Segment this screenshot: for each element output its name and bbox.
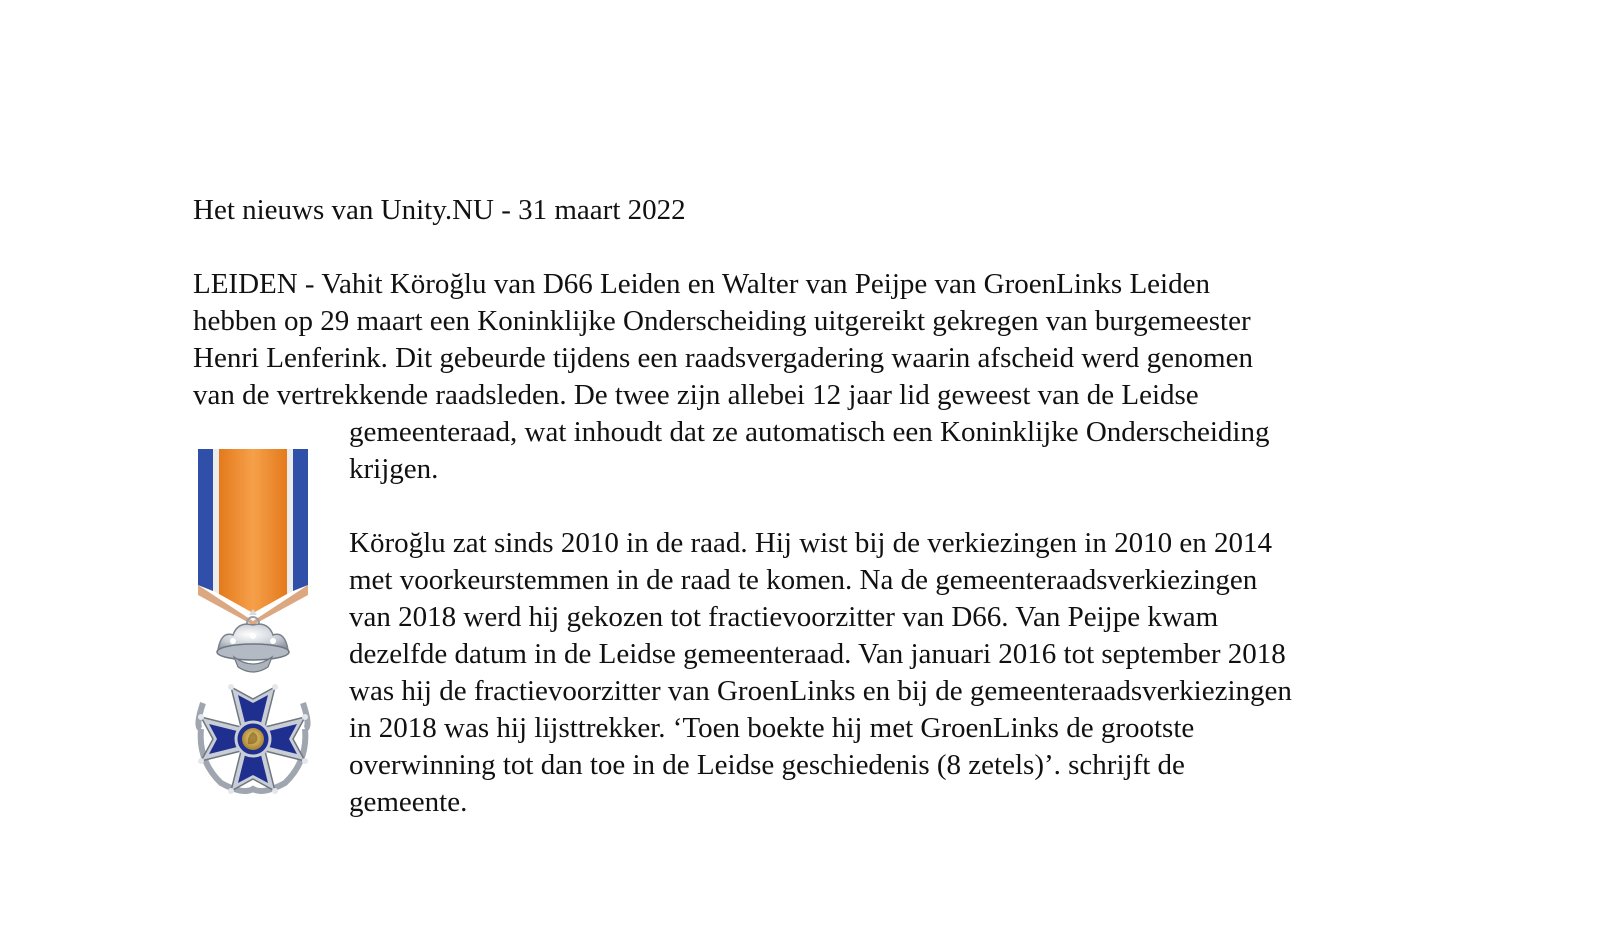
paragraph-line: gemeente.: [349, 786, 468, 818]
paragraph-line: dezelfde datum in de Leidse gemeenteraad. Van januari 2016 tot september 2018: [349, 638, 1286, 670]
paragraph-line: van de vertrekkende raadsleden. De twee zijn allebei 12 jaar lid geweest van de Leidse: [193, 379, 1199, 411]
paragraph-line: overwinning tot dan toe in de Leidse geschiedenis (8 zetels)’. schrijft de: [349, 749, 1185, 781]
paragraph-line: Henri Lenferink. Dit gebeurde tijdens een raadsvergadering waarin afscheid werd genomen: [193, 342, 1253, 374]
paragraph-line: krijgen.: [349, 453, 439, 485]
paragraph-line: van 2018 werd hij gekozen tot fractievoorzitter van D66. Van Peijpe kwam: [349, 601, 1219, 633]
paragraph-line: LEIDEN - Vahit Köroğlu van D66 Leiden en Walter van Peijpe van GroenLinks Leiden: [193, 268, 1210, 300]
paragraph-line: Köroğlu zat sinds 2010 in de raad. Hij wist bij de verkiezingen in 2010 en 2014: [349, 527, 1272, 559]
paragraph-line: in 2018 was hij lijsttrekker. ‘Toen boekte hij met GroenLinks de grootste: [349, 712, 1195, 744]
paragraph-line: gemeenteraad, wat inhoudt dat ze automatisch een Koninklijke Onderscheiding: [349, 416, 1270, 448]
paragraph-line: hebben op 29 maart een Koninklijke Onderscheiding uitgereikt gekregen van burgemeester: [193, 305, 1251, 337]
royal-order-medal-icon: [188, 445, 318, 817]
document-header: Het nieuws van Unity.NU - 31 maart 2022: [193, 194, 686, 226]
paragraph-line: was hij de fractievoorzitter van GroenLinks en bij de gemeenteraadsverkiezingen: [349, 675, 1292, 707]
paragraph-line: met voorkeurstemmen in de raad te komen. Na de gemeenteraadsverkiezingen: [349, 564, 1258, 596]
